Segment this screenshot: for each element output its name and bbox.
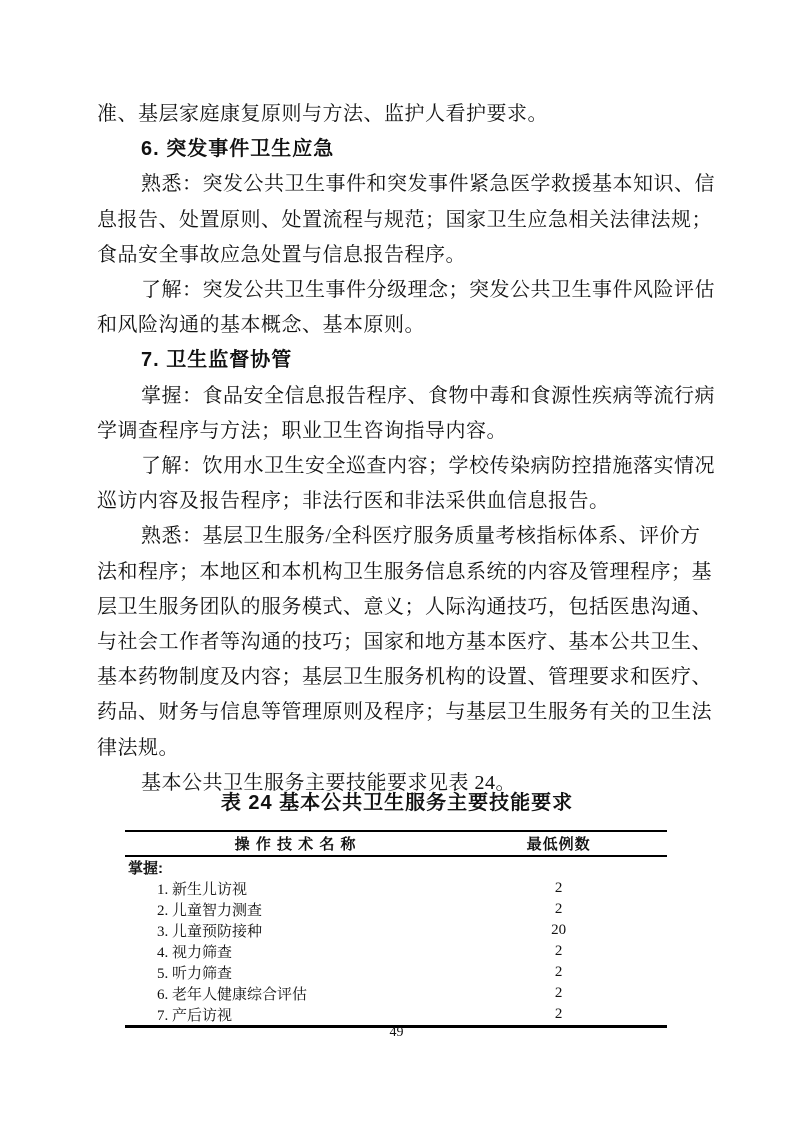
skill-name: 7. 产后访视 xyxy=(157,1008,233,1025)
table-row xyxy=(125,1004,667,1027)
table-row xyxy=(125,983,667,1004)
text-line: 掌握：食品安全信息报告程序、食物中毒和食源性疾病等流行病 xyxy=(141,384,715,407)
table-group-row xyxy=(125,856,667,878)
body-text xyxy=(97,97,715,1028)
skill-name: 1. 新生儿访视 xyxy=(157,882,248,899)
skill-name: 5. 听力筛查 xyxy=(157,966,233,983)
text-line: 食品安全事故应急处置与信息报告程序。 xyxy=(97,243,466,266)
text-line: 基本公共卫生服务主要技能要求见表 24。 xyxy=(141,771,516,794)
skill-count: 2 xyxy=(554,964,563,981)
group-label: 掌握: xyxy=(128,860,163,878)
text-line: 与社会工作者等沟通的技巧；国家和地方基本医疗、基本公共卫生、 xyxy=(97,631,712,654)
group-count-cell xyxy=(450,856,667,878)
text-line: 了解：饮用水卫生安全巡查内容；学校传染病防控措施落实情况 xyxy=(141,455,715,478)
text-line: 巡访内容及报告程序；非法行医和非法采供血信息报告。 xyxy=(97,490,610,513)
table-header-row xyxy=(125,831,667,856)
text-line: 熟悉：基层卫生服务/全科医疗服务质量考核指标体系、评价方 xyxy=(141,525,701,548)
table-row xyxy=(125,899,667,920)
skill-name: 6. 老年人健康综合评估 xyxy=(157,987,308,1004)
text-line: 药品、财务与信息等管理原则及程序；与基层卫生服务有关的卫生法 xyxy=(97,701,712,724)
skill-count: 20 xyxy=(551,922,567,939)
table-row xyxy=(125,962,667,983)
table-title: 表 24 基本公共卫生服务主要技能要求 xyxy=(220,792,574,815)
column-header-operation-name: 操 作 技 术 名 称 xyxy=(125,831,450,856)
text-line: 律法规。 xyxy=(97,736,179,759)
text-line: 了解：突发公共卫生事件分级理念；突发公共卫生事件风险评估 xyxy=(141,279,715,302)
skills-requirements-table xyxy=(125,830,667,1028)
text-line: 学调查程序与方法；职业卫生咨询指导内容。 xyxy=(97,419,507,442)
skill-count: 2 xyxy=(554,1006,563,1023)
skill-count: 2 xyxy=(554,901,563,918)
text-line: 层卫生服务团队的服务模式、意义；人际沟通技巧，包括医患沟通、 xyxy=(97,595,712,618)
skill-name: 3. 儿童预防接种 xyxy=(157,924,263,941)
text-line: 准、基层家庭康复原则与方法、监护人看护要求。 xyxy=(97,103,548,125)
skill-count: 2 xyxy=(554,880,563,897)
table-row xyxy=(125,941,667,962)
table-row xyxy=(125,878,667,899)
text-line: 法和程序；本地区和本机构卫生服务信息系统的内容及管理程序；基 xyxy=(97,560,712,583)
text-line: 基本药物制度及内容；基层卫生服务机构的设置、管理要求和医疗、 xyxy=(97,666,712,689)
skill-name: 4. 视力筛查 xyxy=(157,945,233,962)
text-line: 和风险沟通的基本概念、基本原则。 xyxy=(97,314,425,337)
skill-count: 2 xyxy=(554,985,563,1002)
text-line: 熟悉：突发公共卫生事件和突发事件紧急医学救援基本知识、信 xyxy=(141,173,715,196)
text-line: 息报告、处置原则、处置流程与规范；国家卫生应急相关法律法规； xyxy=(97,208,712,231)
section-heading-6: 6. 突发事件卫生应急 xyxy=(141,138,335,161)
table-row xyxy=(125,920,667,941)
skill-count: 2 xyxy=(554,943,563,960)
section-heading-7: 7. 卫生监督协管 xyxy=(141,349,293,372)
page-number: 49 xyxy=(389,1025,404,1040)
column-header-min-cases: 最低例数 xyxy=(450,831,667,856)
skill-name: 2. 儿童智力测查 xyxy=(157,903,263,920)
